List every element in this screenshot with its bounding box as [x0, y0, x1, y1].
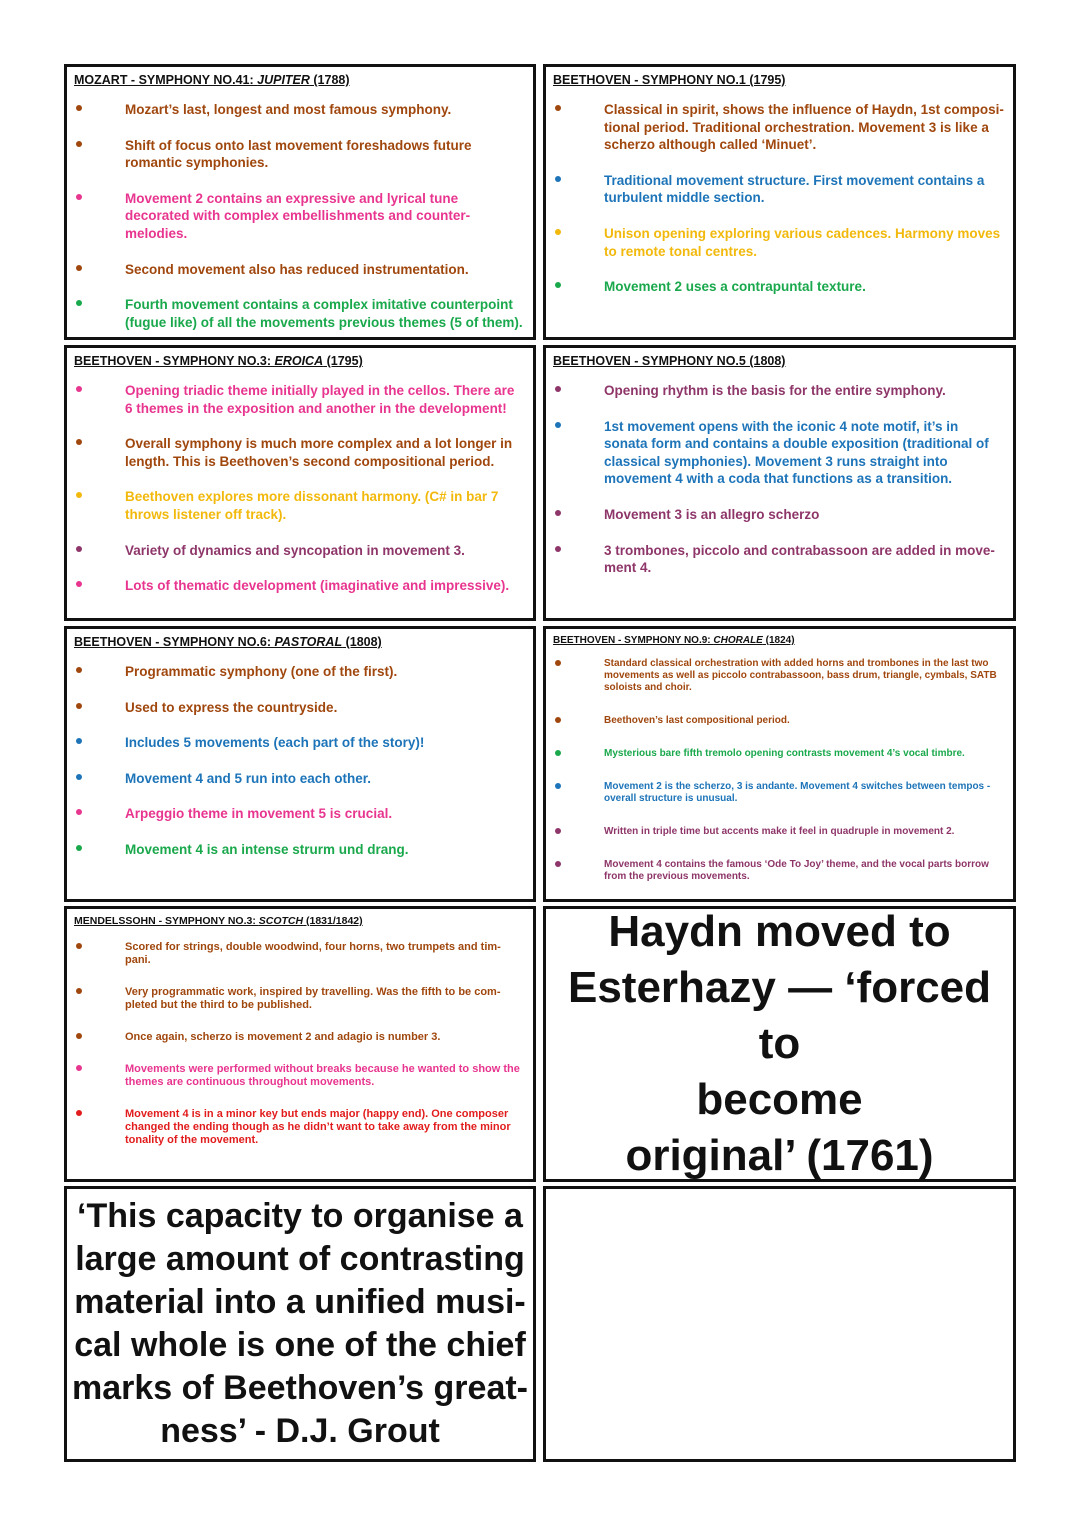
- quote-line: cal whole is one of the chief: [74, 1326, 526, 1364]
- bullet-text: Opening triadic theme initially played in the cellos. There are 6 themes in the exposition and another in the development!: [125, 383, 515, 416]
- bullet-text: Fourth movement contains a complex imitative counterpoint (fugue like) of all the movements previous themes (5 of them).: [125, 297, 523, 330]
- quote-line: become: [696, 1075, 863, 1124]
- card-mendelssohn-symphony-3: [64, 906, 536, 1182]
- bullet-dot-icon: [76, 1033, 82, 1039]
- bullet-list: [553, 658, 1005, 883]
- bullet-dot-icon: [76, 194, 82, 200]
- quote-line: original’ (1761): [625, 1131, 934, 1180]
- bullet-item: [74, 663, 525, 681]
- bullet-item: [74, 1063, 525, 1089]
- bullet-dot-icon: [555, 422, 561, 428]
- bullet-item: [74, 577, 525, 595]
- bullet-dot-icon: [555, 176, 561, 182]
- bullet-dot-icon: [76, 809, 82, 815]
- bullet-list: [553, 101, 1005, 296]
- bullet-text: Movement 2 uses a contrapuntal texture.: [604, 279, 866, 295]
- bullet-text: Written in triple time but accents make it feel in quadruple in movement 2.: [604, 826, 955, 837]
- bullet-item: [553, 658, 1005, 694]
- bullet-item: [74, 382, 525, 417]
- quote-line: ness’ - D.J. Grout: [160, 1412, 440, 1450]
- bullet-dot-icon: [76, 300, 82, 306]
- bullet-dot-icon: [555, 386, 561, 392]
- bullet-text: Includes 5 movements (each part of the story)!: [125, 735, 425, 751]
- card-title: [74, 635, 525, 649]
- bullet-dot-icon: [76, 439, 82, 445]
- bullet-dot-icon: [76, 738, 82, 744]
- title-year: (1808): [342, 635, 382, 649]
- bullet-text: Opening rhythm is the basis for the entire symphony.: [604, 383, 946, 398]
- bullet-text: Traditional movement structure. First movement contains a turbulent middle section.: [604, 172, 985, 206]
- card-beethoven-symphony-3: [64, 345, 536, 621]
- title-text: MOZART - SYMPHONY NO.41:: [74, 73, 258, 87]
- title-work-name: PASTORAL: [274, 635, 343, 649]
- bullet-item: [74, 488, 525, 523]
- quote-line: material into a unified musi-: [74, 1283, 526, 1321]
- bullet-item: [553, 418, 1005, 488]
- quote-line: Haydn moved to: [608, 907, 951, 956]
- bullet-list: [74, 941, 525, 1147]
- bullet-dot-icon: [555, 717, 561, 723]
- bullet-item: [74, 435, 525, 470]
- bullet-text: Movement 4 is in a minor key but ends major (happy end). One composer changed the ending though as he didn’t want to take away from the minor tonality of the movement.: [125, 1108, 511, 1146]
- bullet-text: 3 trombones, piccolo and contrabassoon are added in move-ment 4.: [604, 542, 995, 576]
- bullet-dot-icon: [76, 1065, 82, 1071]
- bullet-item: [74, 542, 525, 560]
- bullet-text: Movement 4 contains the famous ‘Ode To Joy’ theme, and the vocal parts borrow from the previous movements.: [604, 859, 989, 882]
- bullet-dot-icon: [555, 750, 561, 756]
- bullet-item: [553, 225, 1005, 260]
- title-year: (1824): [762, 635, 795, 646]
- bullet-item: [553, 506, 1005, 524]
- bullet-item: [74, 296, 525, 331]
- card-beethoven-symphony-6: [64, 626, 536, 902]
- bullet-dot-icon: [555, 229, 561, 235]
- bullet-dot-icon: [76, 546, 82, 552]
- bullet-item: [553, 715, 1005, 727]
- title-year: (1788): [309, 73, 350, 87]
- bullet-item: [74, 770, 525, 788]
- bullet-text: Variety of dynamics and syncopation in movement 3.: [125, 542, 465, 558]
- bullet-dot-icon: [76, 581, 82, 587]
- title-text: BEETHOVEN - SYMPHONY NO.5 (1808): [553, 354, 786, 368]
- bullet-text: Scored for strings, double woodwind, four horns, two trumpets and tim-pani.: [125, 941, 501, 966]
- title-text: BEETHOVEN - SYMPHONY NO.1 (1795): [553, 73, 786, 87]
- bullet-list: [74, 382, 525, 595]
- card-title: [74, 354, 525, 368]
- bullet-text: Programmatic symphony (one of the first).: [125, 664, 398, 679]
- bullet-dot-icon: [555, 510, 561, 516]
- card-title: [553, 354, 1005, 368]
- bullet-list: [553, 382, 1005, 577]
- bullet-text: Unison opening exploring various cadences. Harmony moves to remote tonal centres.: [604, 225, 1001, 259]
- bullet-text: 1st movement opens with the iconic 4 note motif, it’s in sonata form and contains a double exposition (traditional of classical symphonies). Movement 3 runs straight into movement 4 with a coda that functions as a transition.: [604, 418, 989, 487]
- bullet-dot-icon: [555, 546, 561, 552]
- bullet-item: [74, 137, 525, 172]
- bullet-item: [74, 805, 525, 823]
- bullet-item: [74, 699, 525, 717]
- title-text: BEETHOVEN - SYMPHONY NO.3:: [74, 354, 275, 368]
- bullet-item: [74, 261, 525, 279]
- bullet-item: [553, 278, 1005, 296]
- empty-card: [543, 1186, 1016, 1462]
- card-beethoven-symphony-9: [543, 626, 1016, 902]
- bullet-dot-icon: [76, 667, 82, 673]
- quote-line: Esterhazy — ‘forced to: [567, 963, 992, 1068]
- title-text: BEETHOVEN - SYMPHONY NO.9:: [553, 635, 714, 646]
- title-work-name: EROICA: [274, 354, 324, 368]
- bullet-item: [74, 734, 525, 752]
- title-work-name: CHORALE: [713, 635, 763, 646]
- bullet-text: Standard classical orchestration with added horns and trombones in the last two movements as well as piccolo contrabassoon, bass drum, triangle, cymbals, SATB soloists and choir.: [604, 658, 997, 693]
- quote-line: marks of Beethoven’s great-: [72, 1369, 528, 1407]
- bullet-item: [74, 1108, 525, 1147]
- bullet-text: Mozart’s last, longest and most famous symphony.: [125, 102, 452, 117]
- bullet-item: [553, 172, 1005, 207]
- title-year: (1831/1842): [303, 915, 363, 927]
- title-text: BEETHOVEN - SYMPHONY NO.6:: [74, 635, 275, 649]
- bullet-dot-icon: [76, 988, 82, 994]
- title-work-name: JUPITER: [257, 73, 310, 87]
- bullet-text: Arpeggio theme in movement 5 is crucial.: [125, 806, 393, 822]
- bullet-item: [74, 941, 525, 967]
- bullet-item: [553, 748, 1005, 760]
- bullet-text: Beethoven explores more dissonant harmony. (C# in bar 7 throws listener off track).: [125, 489, 499, 522]
- bullet-dot-icon: [555, 105, 561, 111]
- bullet-text: Movement 4 and 5 run into each other.: [125, 770, 372, 786]
- bullet-text: Very programmatic work, inspired by travelling. Was the fifth to be com-pleted but the third to be published.: [125, 986, 501, 1011]
- bullet-dot-icon: [76, 774, 82, 780]
- quote-haydn-esterhazy: [543, 906, 1016, 1182]
- card-title: [74, 73, 525, 87]
- bullet-text: Overall symphony is much more complex and a lot longer in length. This is Beethoven’s second compositional period.: [125, 436, 513, 469]
- card-title: [74, 915, 525, 927]
- bullet-item: [74, 101, 525, 119]
- bullet-item: [553, 542, 1005, 577]
- bullet-dot-icon: [555, 660, 561, 666]
- bullet-dot-icon: [76, 265, 82, 271]
- card-mozart-symphony-41: [64, 64, 536, 340]
- bullet-dot-icon: [76, 943, 82, 949]
- bullet-text: Beethoven’s last compositional period.: [604, 715, 790, 726]
- title-text: MENDELSSOHN - SYMPHONY NO.3:: [74, 915, 259, 927]
- bullet-text: Mysterious bare fifth tremolo opening contrasts movement 4’s vocal timbre.: [604, 748, 965, 759]
- title-year: (1795): [323, 354, 363, 368]
- bullet-item: [553, 826, 1005, 838]
- bullet-text: Movement 3 is an allegro scherzo: [604, 506, 820, 522]
- bullet-dot-icon: [76, 141, 82, 147]
- bullet-dot-icon: [76, 386, 82, 392]
- bullet-dot-icon: [76, 492, 82, 498]
- bullet-text: Second movement also has reduced instrumentation.: [125, 261, 469, 277]
- quote-line: ‘This capacity to organise a: [77, 1197, 523, 1235]
- bullet-item: [74, 190, 525, 243]
- quote-line: large amount of contrasting: [75, 1240, 525, 1278]
- bullet-dot-icon: [76, 845, 82, 851]
- bullet-text: Movement 4 is an intense strurm und drang.: [125, 841, 409, 857]
- bullet-text: Classical in spirit, shows the influence of Haydn, 1st composi-tional period. Traditional orchestration. Movement 3 is like a scherzo although called ‘Minuet’.: [604, 102, 1004, 153]
- bullet-item: [553, 101, 1005, 154]
- bullet-item: [553, 859, 1005, 883]
- bullet-dot-icon: [555, 282, 561, 288]
- title-work-name: SCOTCH: [258, 915, 304, 927]
- bullet-item: [74, 1031, 525, 1044]
- bullet-list: [74, 101, 525, 331]
- bullet-item: [553, 382, 1005, 400]
- card-title: [553, 635, 1005, 646]
- bullet-text: Once again, scherzo is movement 2 and adagio is number 3.: [125, 1031, 441, 1043]
- bullet-dot-icon: [76, 1110, 82, 1116]
- bullet-text: Movement 2 is the scherzo, 3 is andante. Movement 4 switches between tempos - overall structure is unusual.: [604, 781, 991, 804]
- bullet-text: Movement 2 contains an expressive and lyrical tune decorated with complex embellishments and counter-melodies.: [125, 190, 471, 241]
- bullet-text: Lots of thematic development (imaginative and impressive).: [125, 578, 510, 594]
- bullet-list: [74, 663, 525, 859]
- bullet-text: Shift of focus onto last movement foreshadows future romantic symphonies.: [125, 137, 472, 171]
- quote-grout-beethoven: [64, 1186, 536, 1462]
- bullet-dot-icon: [555, 783, 561, 789]
- bullet-dot-icon: [76, 703, 82, 709]
- bullet-item: [74, 986, 525, 1012]
- card-title: [553, 73, 1005, 87]
- bullet-dot-icon: [555, 861, 561, 867]
- bullet-item: [74, 841, 525, 859]
- bullet-item: [553, 781, 1005, 805]
- bullet-text: Movements were performed without breaks because he wanted to show the themes are continuous throughout movements.: [125, 1063, 520, 1088]
- card-beethoven-symphony-5: [543, 345, 1016, 621]
- bullet-dot-icon: [555, 828, 561, 834]
- card-beethoven-symphony-1: [543, 64, 1016, 340]
- bullet-dot-icon: [76, 105, 82, 111]
- bullet-text: Used to express the countryside.: [125, 699, 338, 715]
